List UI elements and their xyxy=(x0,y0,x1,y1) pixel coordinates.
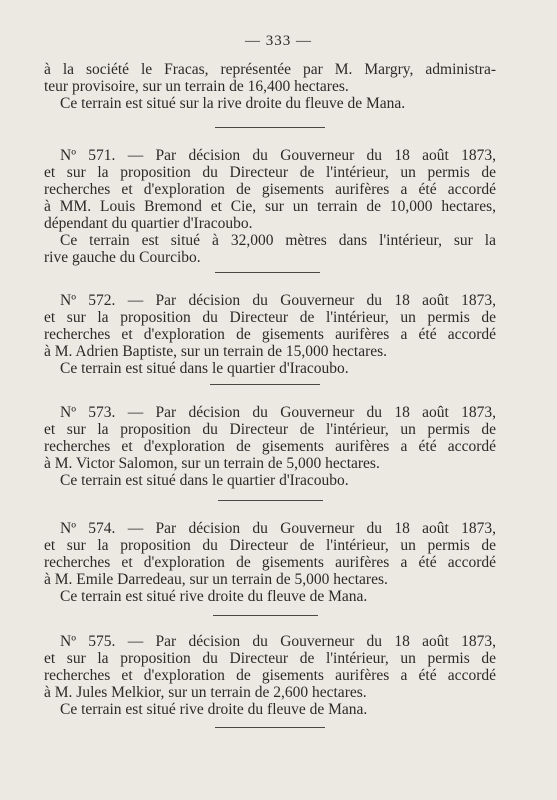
separator-rule xyxy=(215,127,325,128)
text-line: à la société le Fracas, représentée par M. Margry, administra- xyxy=(44,61,496,78)
text-line: et sur la proposition du Directeur de l'intérieur, un permis de xyxy=(44,421,496,438)
entry-heading: Nº 572. — Par décision du Gouverneur du 18 août 1873, xyxy=(60,292,496,309)
text-line: Ce terrain est situé rive droite du fleuve de Mana. xyxy=(60,701,368,718)
text-line: et sur la proposition du Directeur de l'intérieur, un permis de xyxy=(44,537,496,554)
entry-heading: Nº 571. — Par décision du Gouverneur du 18 août 1873, xyxy=(60,147,496,164)
separator-rule xyxy=(210,384,320,385)
entry-heading: Nº 574. — Par décision du Gouverneur du 18 août 1873, xyxy=(60,520,496,537)
entry-heading: Nº 573. — Par décision du Gouverneur du 18 août 1873, xyxy=(60,404,496,421)
text-line: à M. Victor Salomon, sur un terrain de 5,000 hectares. xyxy=(44,455,380,472)
page-number: — 333 — xyxy=(245,33,312,49)
entry-heading: Nº 575. — Par décision du Gouverneur du 18 août 1873, xyxy=(60,633,496,650)
separator-rule xyxy=(215,272,320,273)
text-line: recherches et d'exploration de gisements aurifères a été accordé xyxy=(44,667,496,684)
text-line: à MM. Louis Bremond et Cie, sur un terrain de 10,000 hectares, xyxy=(44,198,496,215)
entry-575 xyxy=(44,633,496,718)
text-line: recherches et d'exploration de gisements aurifères a été accordé xyxy=(44,438,496,455)
separator-rule xyxy=(215,727,325,728)
text-line: rive gauche du Courcibo. xyxy=(44,249,201,266)
intro-paragraph xyxy=(44,61,496,112)
text-line: Ce terrain est situé dans le quartier d'Iracoubo. xyxy=(60,472,349,489)
separator-rule xyxy=(218,500,323,501)
text-line: dépendant du quartier d'Iracoubo. xyxy=(44,215,253,232)
text-line: recherches et d'exploration de gisements aurifères a été accordé xyxy=(44,554,496,571)
text-line: Ce terrain est situé à 32,000 mètres dans l'intérieur, sur la xyxy=(60,232,496,249)
text-line: recherches et d'exploration de gisements aurifères a été accordé xyxy=(44,181,496,198)
text-line: et sur la proposition du Directeur de l'intérieur, un permis de xyxy=(44,164,496,181)
text-line: à M. Adrien Baptiste, sur un terrain de 15,000 hectares. xyxy=(44,343,388,360)
text-line: Ce terrain est situé dans le quartier d'Iracoubo. xyxy=(60,360,349,377)
text-line: teur provisoire, sur un terrain de 16,400 hectares. xyxy=(44,78,349,95)
text-line: à M. Emile Darredeau, sur un terrain de 5,000 hectares. xyxy=(44,571,388,588)
entry-574 xyxy=(44,520,496,605)
separator-rule xyxy=(213,615,318,616)
text-line: à M. Jules Melkior, sur un terrain de 2,600 hectares. xyxy=(44,684,367,701)
entry-572 xyxy=(44,292,496,377)
text-line: et sur la proposition du Directeur de l'intérieur, un permis de xyxy=(44,309,496,326)
text-line: recherches et d'exploration de gisements aurifères a été accordé xyxy=(44,326,496,343)
text-line: et sur la proposition du Directeur de l'intérieur, un permis de xyxy=(44,650,496,667)
text-line: Ce terrain est situé sur la rive droite du fleuve de Mana. xyxy=(60,95,406,112)
entry-573 xyxy=(44,404,496,489)
text-line: Ce terrain est situé rive droite du fleuve de Mana. xyxy=(60,588,368,605)
entry-571 xyxy=(44,147,496,266)
